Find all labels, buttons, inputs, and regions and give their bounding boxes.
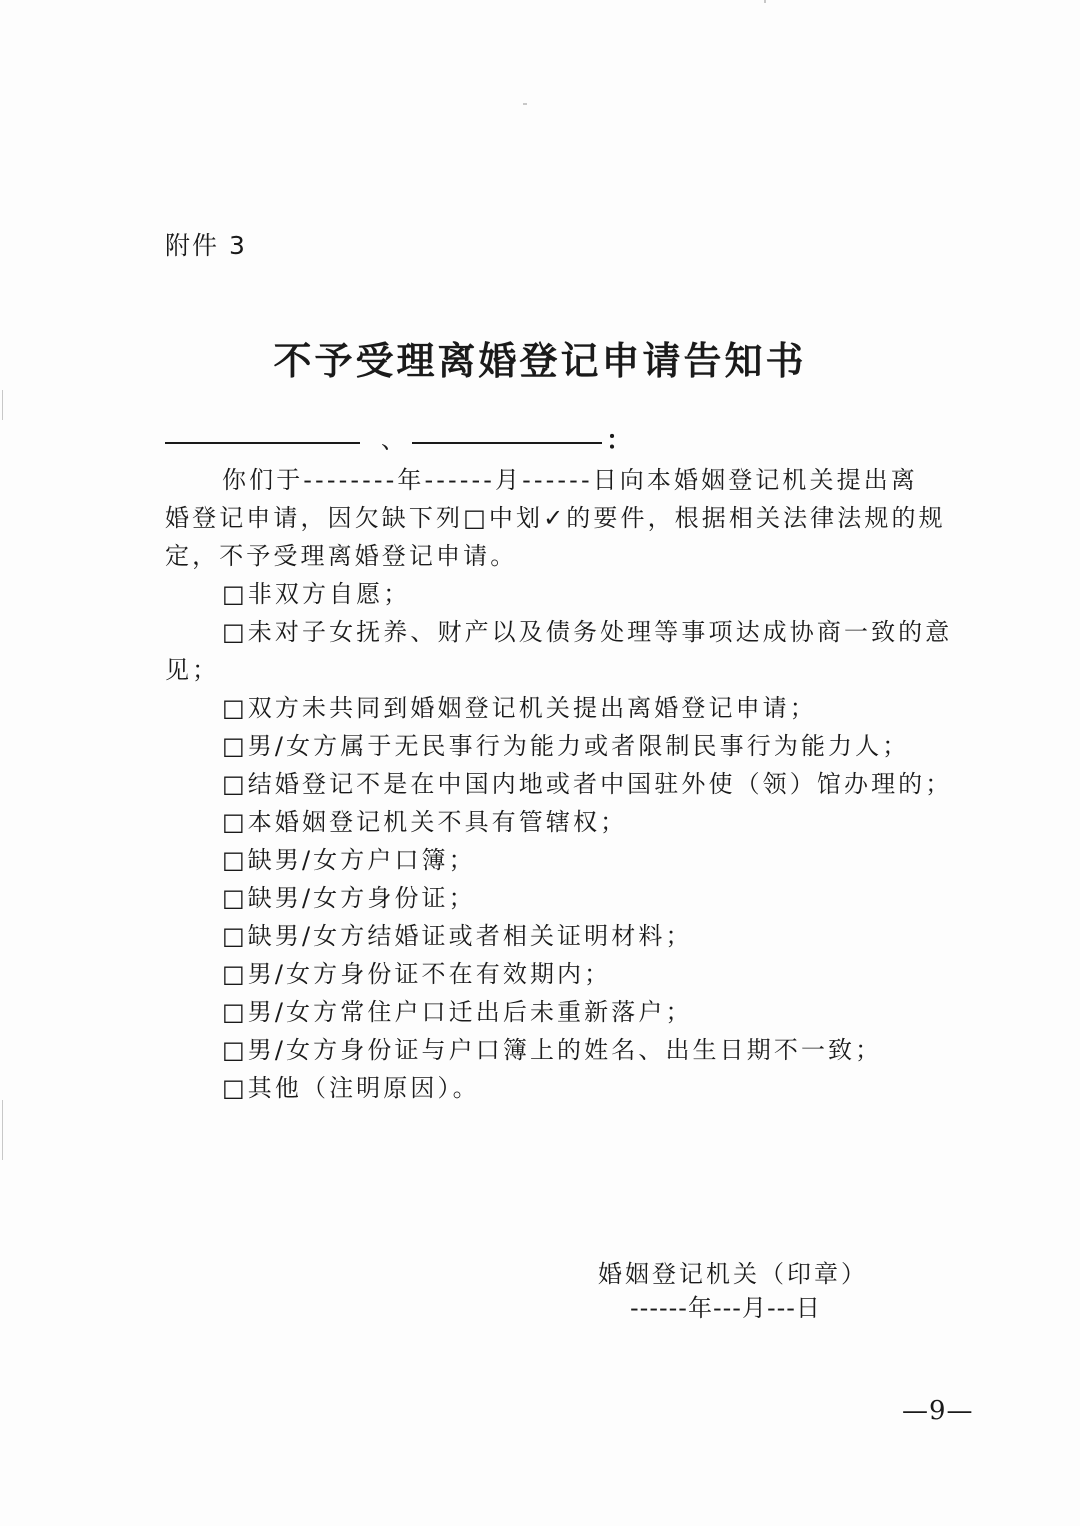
issuing-authority-seal: 婚姻登记机关（印章）: [598, 1260, 868, 1288]
body-line-3: 定，不予受理离婚登记申请。: [165, 542, 518, 570]
attachment-label: 附件 3: [165, 231, 247, 260]
addressee-colon: ：: [606, 426, 633, 456]
checklist-item: □未对子女抚养、财产以及债务处理等事项达成协商一致的意: [222, 618, 953, 646]
checklist-item: □本婚姻登记机关不具有管辖权；: [222, 808, 628, 836]
scan-edge-mark: [2, 390, 3, 420]
body-line-1: 你们于--------年------月------日向本婚姻登记机关提出离: [222, 466, 918, 494]
scan-speck: [764, 0, 766, 3]
checklist-item: □男/女方常住户口迁出后未重新落户；: [222, 998, 693, 1026]
document-title: 不予受理离婚登记申请告知书: [273, 338, 807, 383]
checklist-item: □缺男/女方身份证；: [222, 884, 476, 912]
addressee-separator: 、: [381, 426, 405, 454]
checklist-item: □结婚登记不是在中国内地或者中国驻外使（领）馆办理的；: [222, 770, 953, 798]
issue-date-blank: ------年---月---日: [630, 1294, 821, 1322]
checklist-item: □其他（注明原因）。: [222, 1074, 480, 1102]
addressee-line: [165, 418, 645, 458]
checklist-item: □缺男/女方结婚证或者相关证明材料；: [222, 922, 693, 950]
checklist-item: □男/女方属于无民事行为能力或者限制民事行为能力人；: [222, 732, 910, 760]
checklist-item: □非双方自愿；: [222, 580, 411, 608]
body-line-2: 婚登记申请，因欠缺下列□中划✓的要件，根据相关法律法规的规: [165, 504, 946, 532]
checklist-item: □男/女方身份证不在有效期内；: [222, 960, 612, 988]
scan-edge-mark: [2, 1100, 3, 1160]
addressee-blank-2: [412, 442, 602, 444]
scan-speck: [523, 103, 527, 105]
checklist-item-continuation: 见；: [165, 656, 220, 684]
page-number: —9—: [902, 1396, 974, 1426]
addressee-blank-1: [165, 442, 360, 444]
checklist-item: □双方未共同到婚姻登记机关提出离婚登记申请；: [222, 694, 817, 722]
checklist-item: □缺男/女方户口簿；: [222, 846, 476, 874]
checklist-item: □男/女方身份证与户口簿上的姓名、出生日期不一致；: [222, 1036, 883, 1064]
